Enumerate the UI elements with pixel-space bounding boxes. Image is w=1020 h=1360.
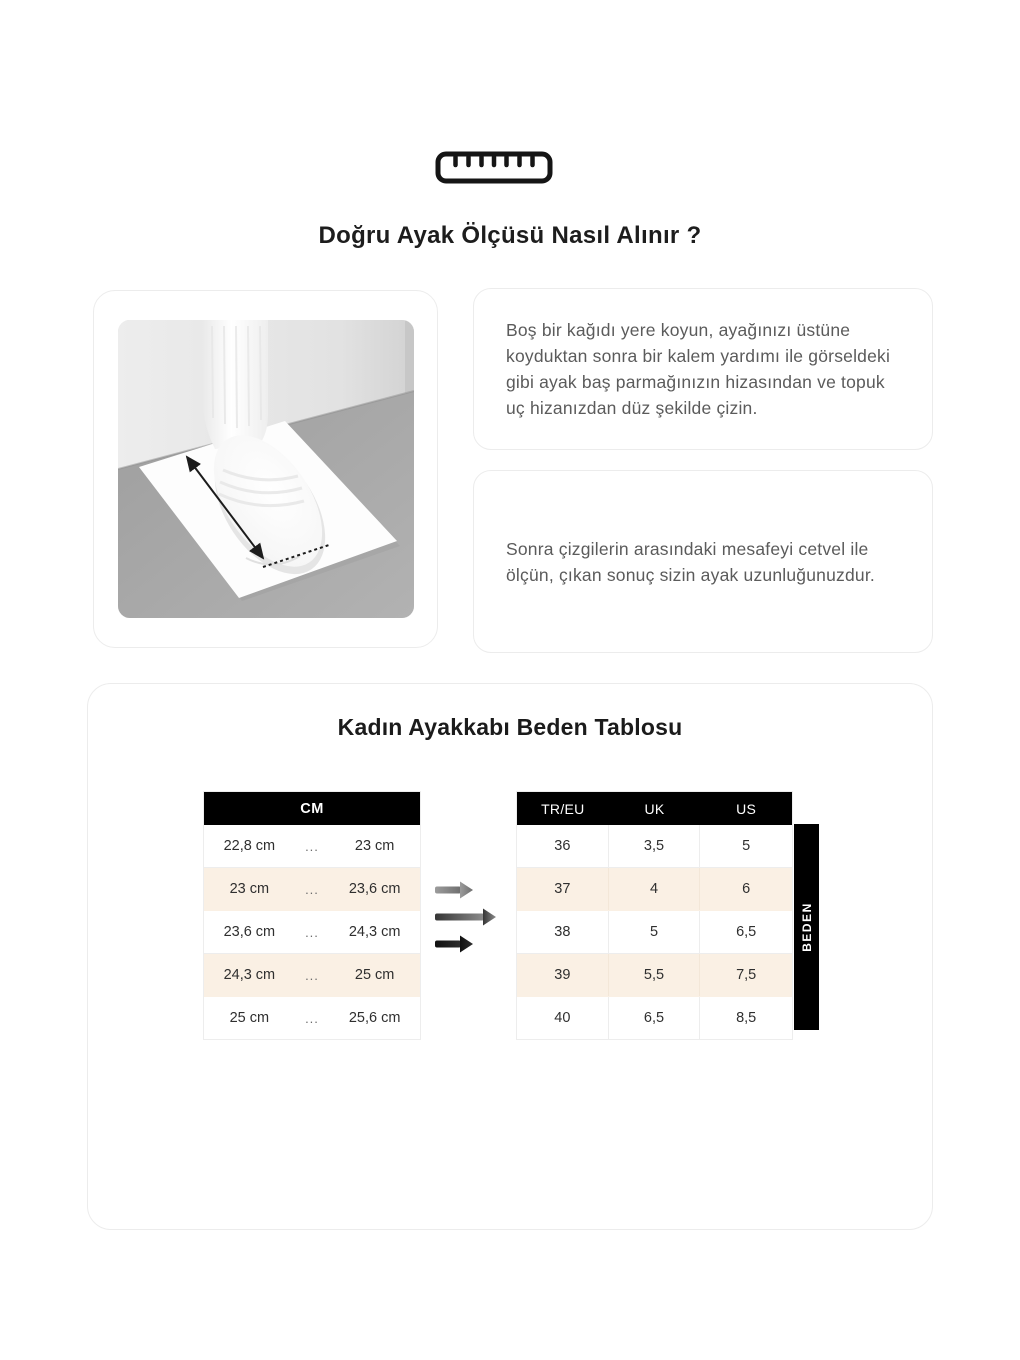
uk-size: 5	[609, 911, 701, 953]
section-title: Kadın Ayakkabı Beden Tablosu	[337, 714, 683, 740]
size-table-row	[517, 825, 792, 868]
tr-eu-size: 38	[517, 911, 609, 953]
ellipsis-separator: ...	[305, 838, 319, 854]
mapping-arrows-icon	[434, 881, 498, 955]
us-size: 6,5	[736, 924, 757, 940]
cm-min: 25 cm	[229, 1010, 270, 1026]
cm-table-row	[204, 954, 420, 997]
uk-size: 3,5	[609, 825, 701, 867]
size-table-row	[517, 954, 792, 997]
cm-min: 23 cm	[229, 881, 270, 897]
cm-min: 22,8 cm	[223, 838, 276, 854]
cm-max: 24,3 cm	[348, 924, 401, 940]
cm-table-header: CM	[204, 792, 420, 825]
cm-table-row	[204, 868, 420, 911]
ellipsis-separator: ...	[305, 1010, 319, 1026]
instruction-text-2: Sonra çizgilerin arasındaki mesafeyi cetvel ile ölçün, çıkan sonuç sizin ayak uzunluğunuzdur.	[506, 538, 875, 585]
cm-min: 24,3 cm	[223, 967, 276, 983]
col-header-tr-eu: TR/EU	[541, 800, 585, 817]
beden-text: BEDEN	[799, 902, 814, 952]
page-title: Doğru Ayak Ölçüsü Nasıl Alınır ?	[318, 222, 702, 249]
us-size: 7,5	[736, 967, 757, 983]
uk-size: 6,5	[609, 997, 701, 1039]
cm-table-row	[204, 825, 420, 868]
cm-max: 23,6 cm	[348, 881, 401, 897]
tr-eu-size: 37	[517, 868, 609, 910]
us-size: 6	[742, 881, 751, 897]
size-table-card	[87, 683, 933, 1230]
cm-table-row	[204, 997, 420, 1039]
us-size: 8,5	[736, 1010, 757, 1026]
tr-eu-size: 40	[517, 997, 609, 1039]
size-table-row	[517, 868, 792, 911]
cm-table	[203, 791, 421, 1040]
intl-size-table	[516, 791, 793, 1040]
col-header-uk: UK	[644, 800, 665, 817]
size-table-row	[517, 911, 792, 954]
ellipsis-separator: ...	[305, 924, 319, 940]
size-table-row	[517, 997, 792, 1039]
beden-side-label	[794, 824, 819, 1030]
uk-size: 4	[609, 868, 701, 910]
ruler-icon	[435, 151, 553, 184]
ellipsis-separator: ...	[305, 967, 319, 983]
measurement-photo-card	[93, 290, 438, 648]
instruction-text-1: Boş bir kağıdı yere koyun, ayağınızı üstüne koyduktan sonra bir kalem yardımı ile görseldeki gibi ayak baş parmağınızın hizasından ve topuk uç hizanızdan düz şekilde çizin.	[506, 320, 891, 418]
uk-size: 5,5	[609, 954, 701, 996]
cm-min: 23,6 cm	[223, 924, 276, 940]
tr-eu-size: 39	[517, 954, 609, 996]
us-size: 5	[742, 838, 751, 854]
cm-max: 25 cm	[354, 967, 395, 983]
instruction-card-1	[473, 288, 933, 450]
cm-max: 25,6 cm	[348, 1010, 401, 1026]
ellipsis-separator: ...	[305, 881, 319, 897]
col-header-us: US	[736, 800, 757, 817]
tr-eu-size: 36	[517, 825, 609, 867]
cm-table-row	[204, 911, 420, 954]
instruction-card-2	[473, 470, 933, 653]
cm-max: 23 cm	[354, 838, 395, 854]
foot-measurement-photo	[118, 320, 414, 618]
intl-size-table-header	[517, 792, 792, 825]
